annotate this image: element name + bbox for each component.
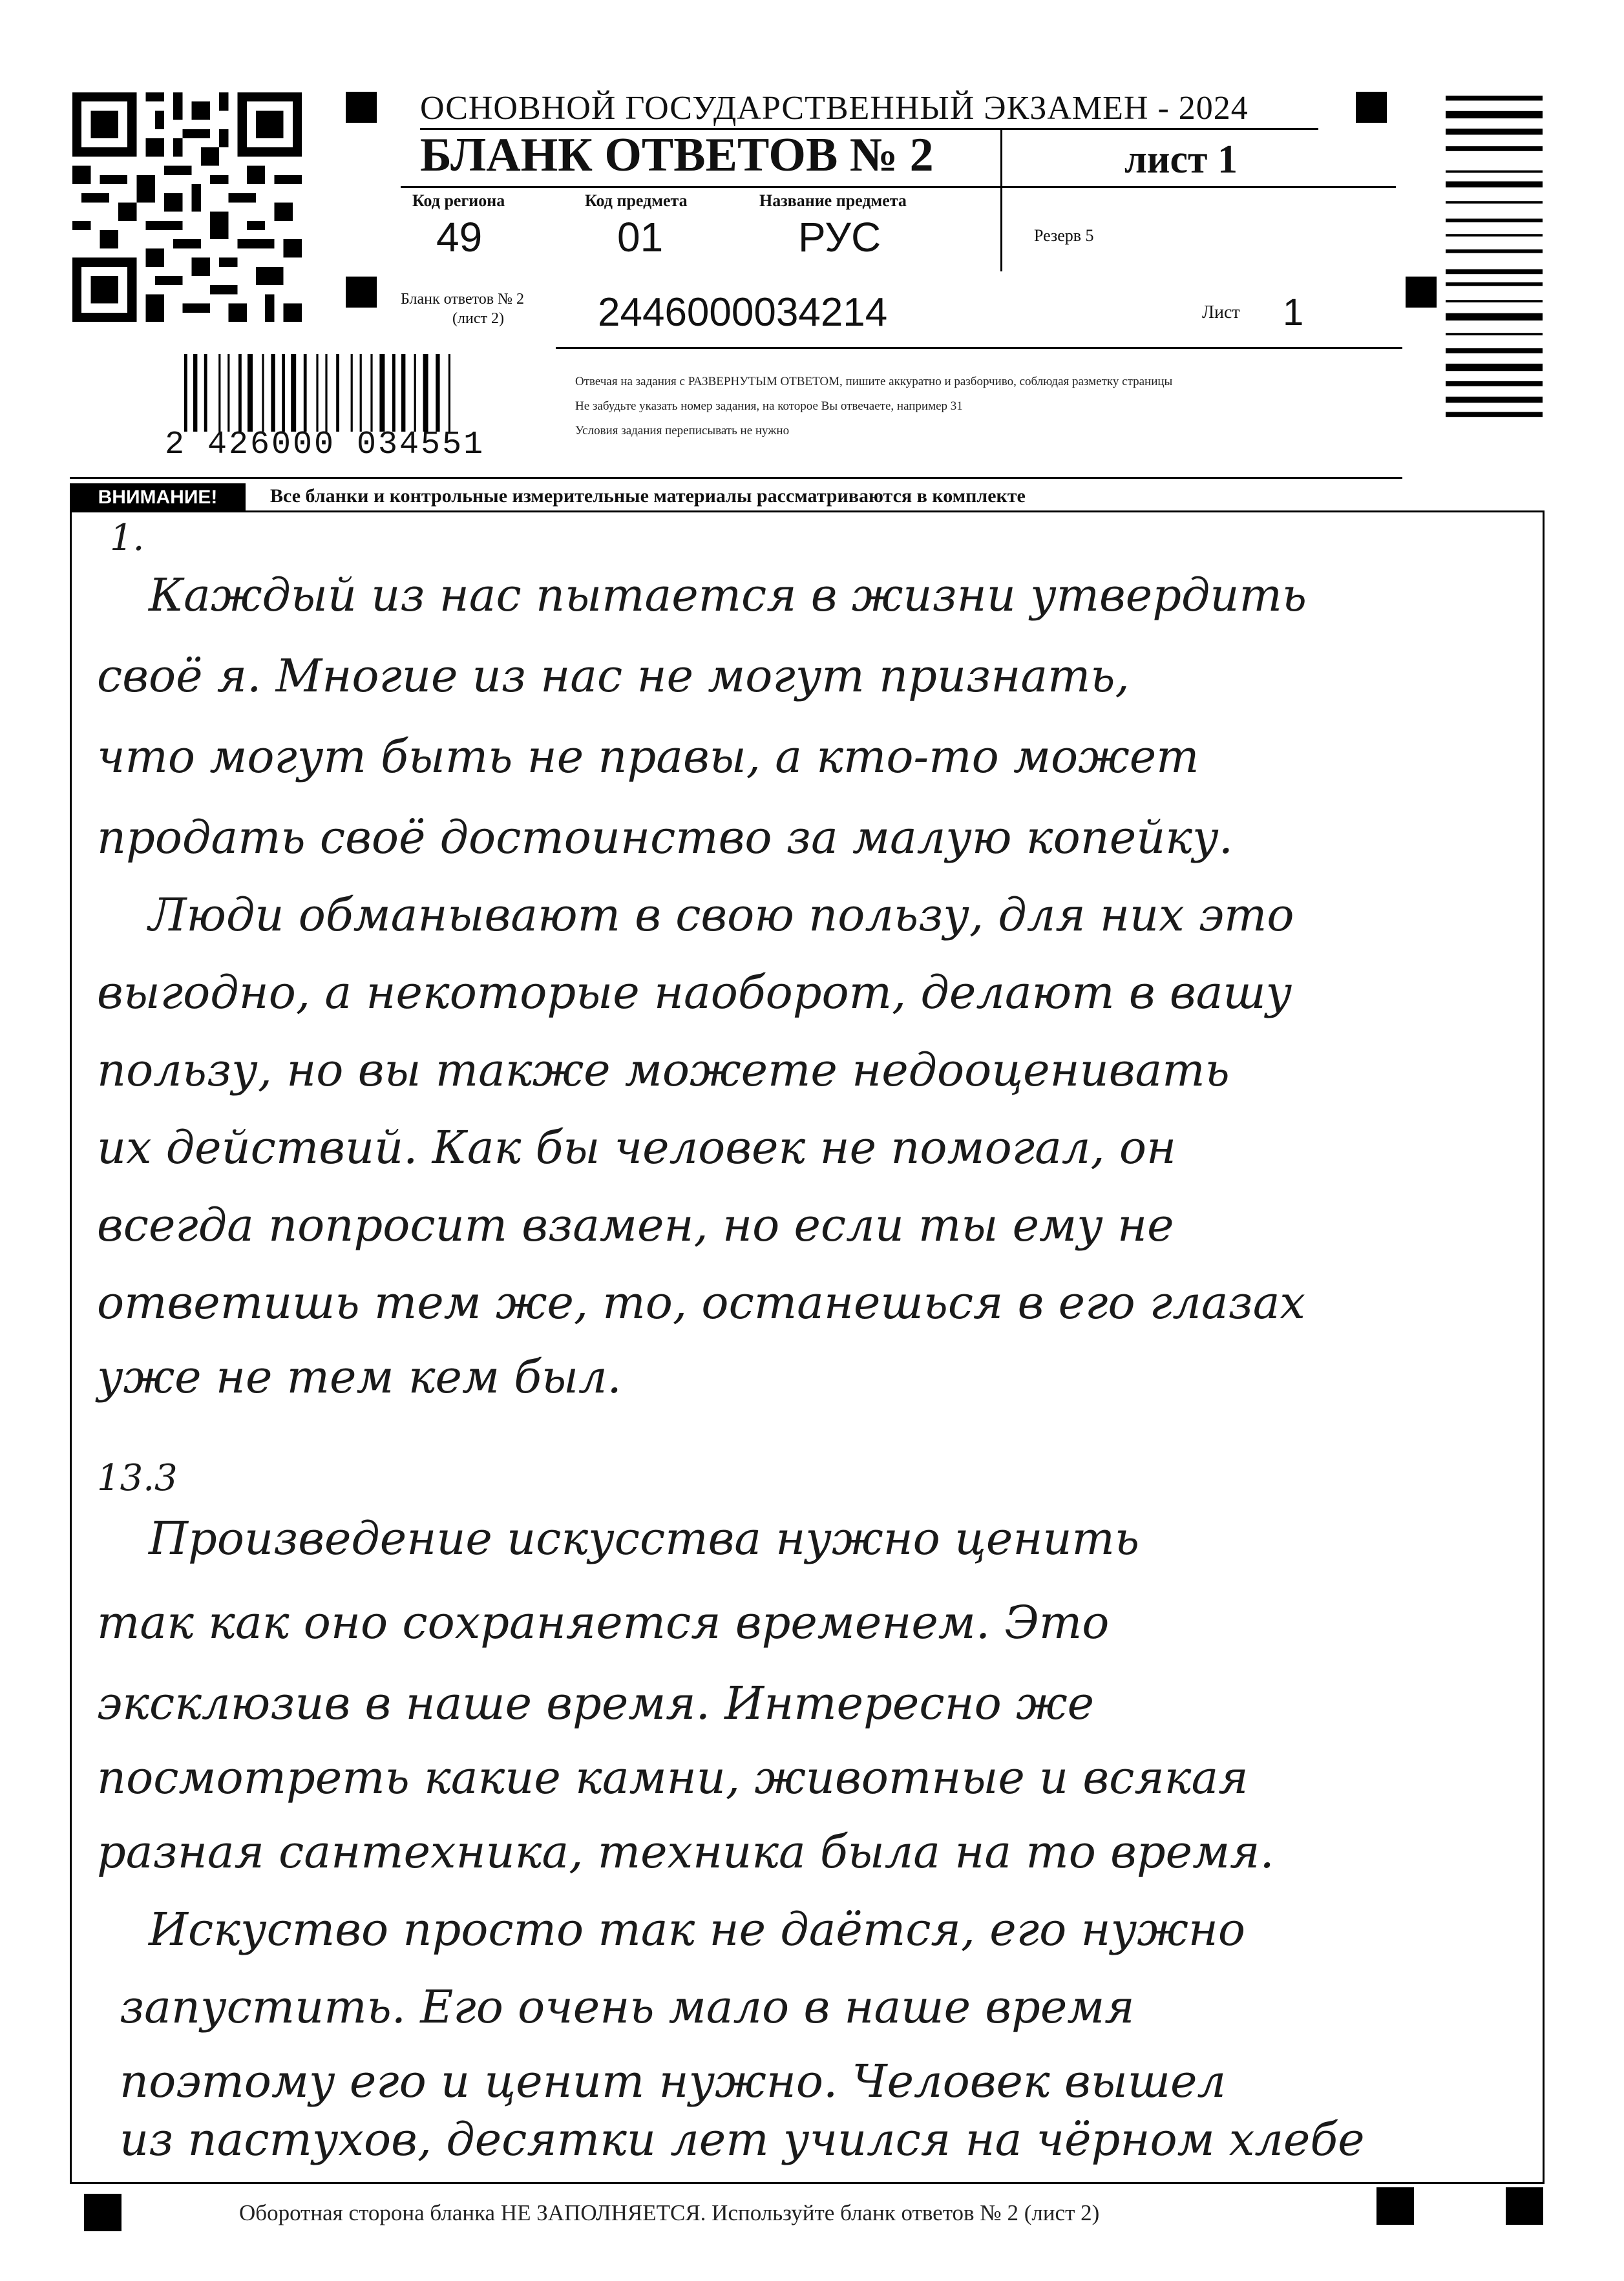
answer-line: поэтому его и ценит нужно. Человек вышел [120,2055,1227,2108]
attention-text: Все бланки и контрольные измерительные материалы рассматриваются в комплекте [270,485,1026,507]
region-value: 49 [436,214,483,260]
subject-name-caption: Название предмета [759,191,907,210]
answer-line: посмотреть какие камни, животные и всякая [97,1751,1249,1804]
divider [401,186,1396,188]
answer-line: уже не тем кем был. [97,1351,622,1403]
registration-mark [84,2194,121,2231]
answer-line: пользу, но вы также можете недооценивать [97,1044,1230,1097]
exam-title: ОСНОВНОЙ ГОСУДАРСТВЕННЫЙ ЭКЗАМЕН - 2024 [420,90,1249,127]
answer-line: Каждый из нас пытается в жизни утвердить [149,569,1307,622]
registration-mark [1356,92,1387,123]
list-number: 1 [1283,291,1304,333]
barcode-number: 2 426000 034551 [165,426,485,463]
answer-line: запустить. Его очень мало в наше время [120,1981,1135,2034]
instructions [575,370,1172,443]
instruction-line: Не забудьте указать номер задания, на которое Вы отвечаете, например 31 [575,399,963,413]
answer-line: своё я. Многие из нас не могут признать, [97,649,1130,702]
form-ref-line1: Бланк ответов № 2 [401,291,525,308]
reserve-label: Резерв 5 [1034,226,1094,245]
divider [1000,129,1002,271]
answer-line: всегда попросит взамен, но если ты ему не [97,1199,1174,1252]
form-id: 2446000034214 [598,290,888,335]
qr-code [72,92,302,322]
subject-name-value: РУС [798,214,881,260]
registration-mark [346,277,377,308]
task-number: 1. [110,517,145,559]
divider [556,347,1402,349]
answer-line: Искуство просто так не даётся, его нужно [149,1903,1246,1956]
answer-line: их действий. Как бы человек не помогал, он [97,1121,1177,1174]
registration-mark [1376,2187,1414,2225]
list-label: Лист [1202,302,1240,322]
answer-line: продать своё достоинство за малую копейку. [97,811,1233,864]
answer-line: из пастухов, десятки лет учился на чёрном хлебе [120,2113,1365,2166]
registration-mark [1406,277,1437,308]
footer-note: Оборотная сторона бланка НЕ ЗАПОЛНЯЕТСЯ. Используйте бланк ответов № 2 (лист 2) [239,2200,1100,2225]
registration-mark [1506,2187,1543,2225]
instruction-line: Условия задания переписывать не нужно [575,424,790,437]
task-number: 13.3 [97,1457,178,1499]
region-caption: Код региона [412,191,505,210]
answer-line: эксклюзив в наше время. Интересно же [97,1677,1095,1730]
form-reference [401,289,524,328]
divider [70,477,1402,479]
form-ref-line2: (лист 2) [452,310,504,327]
subject-code-caption: Код предмета [585,191,688,210]
answer-line: выгодно, а некоторые наоборот, делают в вашу [97,966,1292,1019]
barcode [184,354,527,432]
answer-line: что могут быть не правы, а кто-то может [97,730,1199,783]
answer-line: ответишь тем же, то, останешься в его глазах [97,1276,1305,1329]
sheet-label: лист 1 [1124,138,1238,182]
answer-line: Произведение искусства нужно ценить [149,1512,1140,1565]
registration-mark [346,92,377,123]
attention-badge: ВНИМАНИЕ! [70,483,246,512]
answer-line: так как оно сохраняется временем. Это [97,1596,1110,1649]
form-title: БЛАНК ОТВЕТОВ № 2 [420,129,934,182]
answer-line: Люди обманывают в свою пользу, для них это [149,888,1294,941]
instruction-line: Отвечая на задания с РАЗВЕРНУТЫМ ОТВЕТОМ, пишите аккуратно и разборчиво, соблюдая разметку страницы [575,375,1173,388]
subject-code-value: 01 [617,214,664,260]
side-barcode [1446,96,1543,483]
answer-line: разная сантехника, техника была на то время. [97,1825,1274,1878]
